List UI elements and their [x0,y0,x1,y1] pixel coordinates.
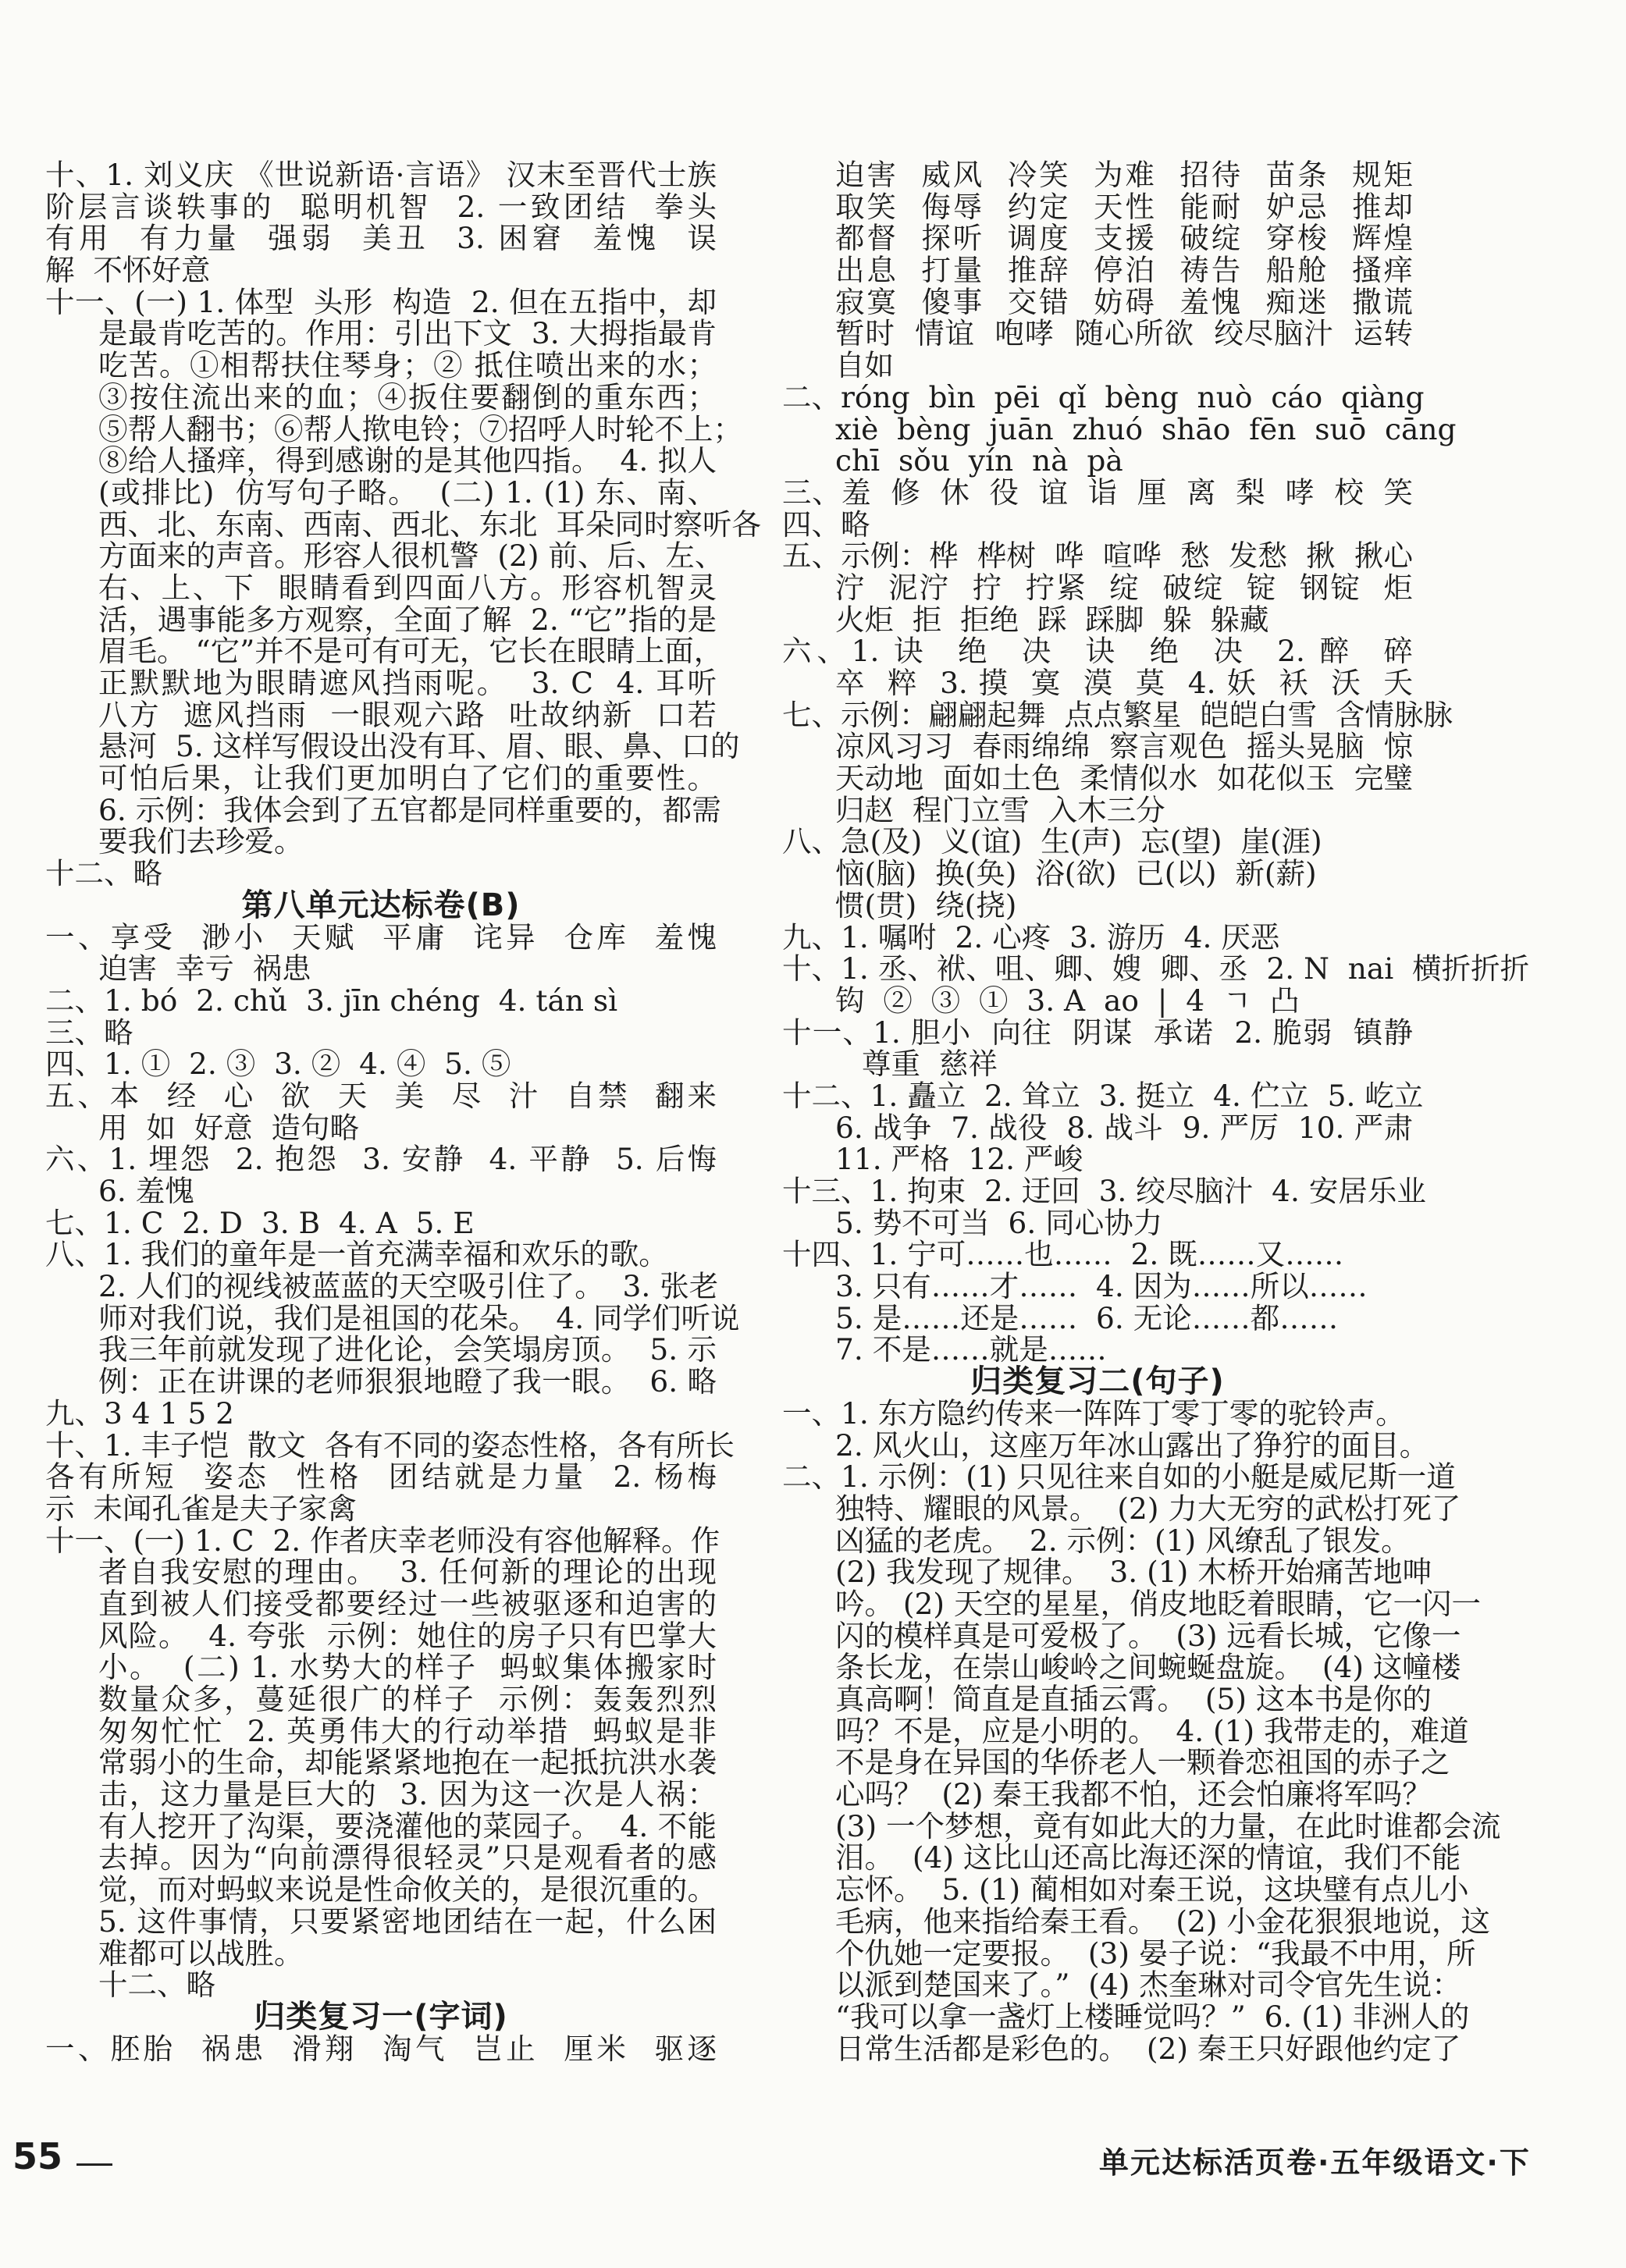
section-heading: 第八单元达标卷(B) [241,887,521,923]
answer-line: 去掉。因为“向前漂得很轻灵”只是观看者的感 [98,1840,717,1875]
answer-line: 都督 探听 调度 支援 破绽 穿梭 辉煌 [835,221,1413,256]
answer-line: 以派到楚国来了。” (4) 杰奎琳对司令官先生说： [835,1968,1461,2003]
answer-line: 11. 严格 12. 严峻 [835,1142,1083,1177]
answer-line: 毛病，他来指给秦王看。 (2) 小金花狠狠地说，这 [835,1904,1490,1939]
answer-line: 十二、1. 矗立 2. 耸立 3. 挺立 4. 伫立 5. 屹立 [782,1078,1424,1113]
answer-line: 十四、1. 宁可……也…… 2. 既……又…… [782,1237,1344,1272]
answer-line: 吗？不是，应是小明的。 4. (1) 我带走的，难道 [835,1713,1469,1748]
answer-line: 七、1. C 2. D 3. B 4. A 5. E [45,1205,475,1240]
answer-line: 十、1. 丰子恺 散文 各有不同的姿态性格，各有所长 [45,1427,735,1463]
answer-line: 三、羞 修 休 役 谊 诣 厘 离 梨 哮 校 笑 [782,475,1413,510]
answer-line: 迫害 威风 冷笑 为难 招待 苗条 规矩 [835,158,1413,192]
page-number: 55 [12,2135,63,2177]
answer-line: 要我们去珍爱。 [98,824,304,859]
answer-line: 六、1. 诀 绝 决 诀 绝 决 2. 醉 碎 [782,634,1413,669]
answer-line: 正默默地为眼睛遮风挡雨呢。 3. C 4. 耳听 [98,666,717,700]
answer-line: 一、胚胎 祸患 滑翔 淘气 岂止 厘米 驱逐 [45,2031,717,2066]
answer-line: 小。 (二) 1. 水势大的样子 蚂蚁集体搬家时 [98,1650,717,1685]
answer-line: 吃苦。①相帮扶住琴身；② 抵住喷出来的水； [98,348,717,383]
answer-line: 7. 不是……就是…… [835,1332,1107,1367]
answer-line: (3) 一个梦想，竟有如此大的力量，在此时谁都会流 [835,1808,1501,1843]
answer-line: 惯(贯) 绕(挠) [835,887,1017,922]
footer-book-title: 单元达标活页卷·五年级语文·下 [1099,2145,1531,2180]
answer-line: 2. 风火山，这座万年冰山露出了狰狞的面目。 [835,1427,1429,1463]
answer-line: 有人挖开了沟渠，要浇灌他的菜园子。 4. 不能 [98,1808,717,1843]
answer-line: 风险。 4. 夸张 示例：她住的房子只有巴掌大 [98,1618,717,1653]
answer-line: 6. 示例：我体会到了五官都是同样重要的，都需 [98,792,721,827]
answer-line: 右、上、下 眼睛看到四面八方。形容机智灵 [98,570,717,605]
answer-line: 觉，而对蚂蚁来说是性命攸关的，是很沉重的。 [98,1872,717,1907]
answer-line: 十一、(一) 1. C 2. 作者庆幸老师没有容他解释。作 [45,1523,720,1558]
answer-line: 阶层言谈轶事的 聪明机智 2. 一致团结 拳头 [45,189,717,224]
page-number-rule [76,2163,112,2166]
answer-line: 二、1. bó 2. chǔ 3. jīn chéng 4. tán sì [45,983,618,1018]
answer-line: 师对我们说，我们是祖国的花朵。 4. 同学们听说 [98,1300,740,1335]
section-heading: 归类复习一(字词) [254,1998,508,2035]
answer-line: 不是身在异国的华侨老人一颗眷恋祖国的赤子之 [835,1745,1450,1780]
answer-line: 方面来的声音。形容人很机警 (2) 前、后、左、 [98,539,724,574]
answer-line: 5. 是……还是…… 6. 无论……都…… [835,1300,1339,1335]
right-answer-column [782,158,1530,2066]
answer-line: 五、示例：桦 桦树 哗 喧哗 愁 发愁 揪 揪心 [782,539,1413,574]
answer-line: 条长龙，在崇山峻岭之间蜿蜒盘旋。 (4) 这幢楼 [835,1650,1461,1685]
answer-line: 匆匆忙忙 2. 英勇伟大的行动举措 蚂蚁是非 [98,1713,717,1748]
answer-line: 九、1. 嘱咐 2. 心疼 3. 游历 4. 厌恶 [782,919,1280,954]
answer-line: 十二、略 [45,856,162,891]
answer-line: 我三年前就发现了进化论，会笑塌房顶。 5. 示 [98,1332,717,1367]
answer-line: 七、示例：翩翩起舞 点点繁星 皑皑白雪 含情脉脉 [782,697,1453,732]
answer-line: 一、享受 渺小 天赋 平庸 诧异 仓库 羞愧 [45,919,717,954]
answer-line: 八、急(及) 义(谊) 生(声) 忘(望) 崖(涯) [782,824,1322,859]
answer-line: 者自我安慰的理由。 3. 任何新的理论的出现 [98,1555,717,1590]
answer-line: 二、róng bìn pēi qǐ bèng nuò cáo qiàng [782,379,1425,414]
left-answer-column [45,158,761,2066]
answer-line: 三、略 [45,1015,133,1050]
answer-line: chī sǒu yín nà pà [835,443,1123,478]
answer-line: 十一、1. 胆小 向往 阴谋 承诺 2. 脆弱 镇静 [782,1015,1413,1050]
answer-line: 是最肯吃苦的。作用：引出下文 3. 大拇指最肯 [98,316,717,351]
answer-line: 六、1. 埋怨 2. 抱怨 3. 安静 4. 平静 5. 后悔 [45,1142,717,1177]
answer-line: 天动地 面如土色 柔情似水 如花似玉 完璧 [835,761,1413,796]
answer-line: ⑤帮人翻书；⑥帮人揿电铃；⑦招呼人时轮不上； [98,411,742,446]
answer-line: 十、1. 刘义庆 《世说新语·言语》 汉末至晋代士族 [45,158,717,192]
answer-line: 迫害 幸亏 祸患 [98,951,311,986]
answer-line: (2) 我发现了规律。 3. (1) 木桥开始痛苦地呻 [835,1555,1432,1590]
answer-line: (或排比) 仿写句子略。 (二) 1. (1) 东、南、 [98,475,717,510]
answer-line: 尊重 慈祥 [862,1047,998,1082]
answer-line: 泞 泥泞 拧 拧紧 绽 破绽 锭 钢锭 炬 [835,570,1413,605]
answer-line: 解 不怀好意 [45,253,211,288]
answer-line: 常弱小的生命，却能紧紧地抱在一起抵抗洪水袭 [98,1745,717,1780]
answer-line: 二、1. 示例：(1) 只见往来自如的小艇是威尼斯一道 [782,1459,1456,1495]
answer-line: 5. 这件事情，只要紧密地团结在一起，什么困 [98,1904,717,1939]
answer-line: 钩 ② ③ ① 3. A ao | 4 ㄱ 凸 [835,983,1300,1018]
answer-line: 日常生活都是彩色的。 (2) 秦王只好跟他约定了 [835,2031,1461,2066]
answer-line: 2. 人们的视线被蓝蓝的天空吸引住了。 3. 张老 [98,1269,719,1304]
answer-line: 忘怀。 5. (1) 蔺相如对秦王说，这块璧有点儿小 [835,1872,1469,1907]
answer-line: 火炬 拒 拒绝 踩 踩脚 躲 躲藏 [835,602,1269,637]
answer-line: 有用 有力量 强弱 美丑 3. 困窘 羞愧 误 [45,221,717,256]
answer-line: 卒 粹 3. 摸 寞 漠 莫 4. 妖 袄 沃 夭 [835,666,1413,700]
answer-line: 5. 势不可当 6. 同心协力 [835,1205,1163,1240]
answer-line: 闪的模样真是可爱极了。 (3) 远看长城，它像一 [835,1618,1461,1653]
answer-line: 十二、略 [98,1968,215,2003]
answer-line: 五、本 经 心 欲 天 美 尽 汁 自禁 翻来 [45,1078,717,1113]
answer-line: 悬河 5. 这样写假设出没有耳、眉、眼、鼻、口的 [98,729,740,764]
answer-line: 活，遇事能多方观察，全面了解 2. “它”指的是 [98,602,717,637]
answer-line: 直到被人们接受都要经过一些被驱逐和迫害的 [98,1586,717,1621]
answer-line: 6. 战争 7. 战役 8. 战斗 9. 严厉 10. 严肃 [835,1110,1413,1145]
answer-line: 泪。 (4) 这比山还高比海还深的情谊，我们不能 [835,1840,1461,1875]
answer-line: “我可以拿一盏灯上楼睡觉吗？” 6. (1) 非洲人的 [835,1999,1470,2034]
answer-line: 十三、1. 拘束 2. 迂回 3. 绞尽脑汁 4. 安居乐业 [782,1174,1426,1208]
answer-line: 西、北、东南、西南、西北、东北 耳朵同时察听各 [98,507,761,542]
answer-line: 寂寞 傻事 交错 妨碍 羞愧 痴迷 撒谎 [835,284,1413,319]
answer-line: 眉毛。 “它”并不是可有可无，它长在眼睛上面， [98,634,724,669]
answer-line: 吟。 (2) 天空的星星，俏皮地眨着眼睛，它一闪一 [835,1586,1481,1621]
answer-line: 各有所短 姿态 性格 团结就是力量 2. 杨梅 [45,1459,717,1495]
answer-line: 个仇她一定要报。 (3) 晏子说：“我最不中用，所 [835,1936,1476,1971]
answer-line: 凶猛的老虎。 2. 示例：(1) 风缭乱了银发。 [835,1523,1411,1558]
answer-line: 十、1. 丞、袱、咀、卿、嫂 卿、丞 2. N nai 横折折折 [782,951,1530,986]
answer-line: xiè bèng juān zhuó shāo fēn suō cāng [835,411,1457,446]
section-heading: 归类复习二(句子) [970,1363,1225,1400]
answer-line: 八方 遮风挡雨 一眼观六路 吐故纳新 口若 [98,697,717,732]
answer-line: ③按住流出来的血；④扳住要翻倒的重东西； [98,379,717,414]
answer-line: 四、1. ① 2. ③ 3. ② 4. ④ 5. ⑤ [45,1047,511,1082]
answer-line: 数量众多，蔓延很广的样子 示例：轰轰烈烈 [98,1682,717,1716]
answer-line: 例：正在讲课的老师狠狠地瞪了我一眼。 6. 略 [98,1364,717,1399]
answer-line: 归赵 程门立雪 入木三分 [835,792,1165,827]
answer-line: 3. 只有……才…… 4. 因为……所以…… [835,1269,1368,1304]
answer-line: 难都可以战胜。 [98,1936,304,1971]
answer-line: 用 如 好意 造句略 [98,1110,360,1145]
answer-line: 可怕后果，让我们更加明白了它们的重要性。 [98,761,717,796]
answer-line: 示 未闻孔雀是夫子家禽 [45,1491,357,1526]
answer-line: 6. 羞愧 [98,1174,194,1208]
answer-line: 心吗？ (2) 秦王我都不怕，还会怕廉将军吗？ [835,1777,1432,1812]
answer-line: 四、略 [782,507,870,542]
answer-line: 恼(脑) 换(奂) 浴(欲) 已(以) 新(薪) [835,856,1317,891]
answer-line: 取笑 侮辱 约定 天性 能耐 妒忌 推却 [835,189,1413,224]
answer-line: 真高啊！简直是直插云霄。 (5) 这本书是你的 [835,1682,1432,1716]
answer-line: 十一、(一) 1. 体型 头形 构造 2. 但在五指中，却 [45,284,717,319]
answer-line: 出息 打量 推辞 停泊 祷告 船舱 搔痒 [835,253,1413,288]
answer-line: 独特、耀眼的风景。 (2) 力大无穷的武松打死了 [835,1491,1461,1526]
answer-line: 九、3 4 1 5 2 [45,1395,234,1431]
answer-line: ⑧给人搔痒，得到感谢的是其他四指。 4. 拟人 [98,443,717,478]
answer-line: 凉风习习 春雨绵绵 察言观色 摇头晃脑 惊 [835,729,1413,764]
answer-line: 八、1. 我们的童年是一首充满幸福和欢乐的歌。 [45,1237,668,1272]
answer-line: 一、1. 东方隐约传来一阵阵丁零丁零的驼铃声。 [782,1395,1405,1431]
answer-line: 自如 [835,348,894,383]
answer-line: 暂时 情谊 咆哮 随心所欲 绞尽脑汁 运转 [835,316,1413,351]
answer-line: 击，这力量是巨大的 3. 因为这一次是人祸： [98,1777,717,1812]
